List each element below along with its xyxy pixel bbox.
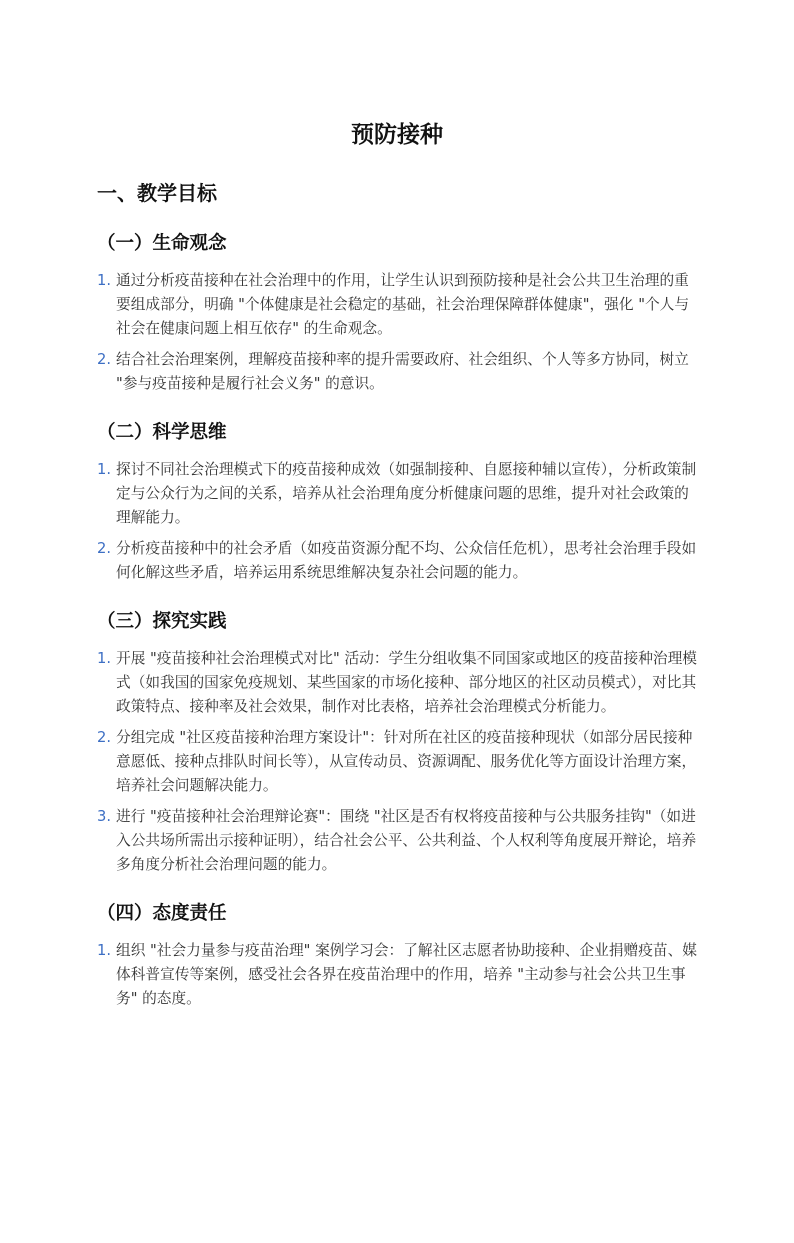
list-item [97,939,697,1011]
objective-list [97,939,697,1011]
list-text: 开展 "疫苗接种社会治理模式对比" 活动：学生分组收集不同国家或地区的疫苗接种治理模式（如我国的国家免疫规划、某些国家的市场化接种、部分地区的社区动员模式），对比其政策特点、接种率及社会效果，制作对比表格，培养社会治理模式分析能力。 [116,650,697,715]
objective-list [97,647,697,877]
list-text: 探讨不同社会治理模式下的疫苗接种成效（如强制接种、自愿接种辅以宣传），分析政策制定与公众行为之间的关系，培养从社会治理角度分析健康问题的思维，提升对社会政策的理解能力。 [116,461,697,526]
list-text: 进行 "疫苗接种社会治理辩论赛"：围绕 "社区是否有权将疫苗接种与公共服务挂钩"（如进入公共场所需出示接种证明），结合社会公平、公共利益、个人权利等角度展开辩论，培养多角度分析社会治理问题的能力。 [116,808,697,873]
subsection-scientific-thinking [97,420,697,585]
list-text: 通过分析疫苗接种在社会治理中的作用，让学生认识到预防接种是社会公共卫生治理的重要组成部分，明确 "个体健康是社会稳定的基础，社会治理保障群体健康"，强化 "个人与社会在健康问题上相互依存" 的生命观念。 [116,272,690,337]
subsection-heading: （四）态度责任 [97,903,227,924]
list-number: 2. [97,540,112,557]
subsection-life-concept [97,231,697,396]
list-number: 1. [97,650,112,667]
list-text: 分组完成 "社区疫苗接种治理方案设计"：针对所在社区的疫苗接种现状（如部分居民接种意愿低、接种点排队时间长等），从宣传动员、资源调配、服务优化等方面设计治理方案，培养社会问题解决能力。 [116,729,697,794]
list-item [97,348,697,396]
list-item [97,647,697,719]
list-text: 组织 "社会力量参与疫苗治理" 案例学习会：了解社区志愿者协助接种、企业捐赠疫苗、媒体科普宣传等案例，感受社会各界在疫苗治理中的作用，培养 "主动参与社会公共卫生事务" 的态度。 [116,942,697,1007]
list-number: 3. [97,808,112,825]
list-item [97,458,697,530]
subsection-heading: （二）科学思维 [97,422,227,443]
list-number: 2. [97,351,112,368]
list-text: 分析疫苗接种中的社会矛盾（如疫苗资源分配不均、公众信任危机），思考社会治理手段如何化解这些矛盾，培养运用系统思维解决复杂社会问题的能力。 [116,540,697,581]
subsection-inquiry-practice [97,609,697,877]
document-page [0,120,794,1243]
subsection-heading: （三）探究实践 [97,611,227,632]
list-item [97,726,697,798]
list-number: 1. [97,461,112,478]
subsection-heading: （一）生命观念 [97,233,227,254]
list-item [97,537,697,585]
document-title: 预防接种 [351,122,443,148]
objective-list [97,269,697,396]
list-item [97,269,697,341]
subsection-attitude-responsibility [97,901,697,1011]
list-item [97,805,697,877]
list-number: 2. [97,729,112,746]
list-number: 1. [97,942,112,959]
list-text: 结合社会治理案例，理解疫苗接种率的提升需要政府、社会组织、个人等多方协同，树立 "参与疫苗接种是履行社会义务" 的意识。 [116,351,689,392]
list-number: 1. [97,272,112,289]
section-heading-teaching-goals: 一、教学目标 [97,181,217,205]
objective-list [97,458,697,585]
